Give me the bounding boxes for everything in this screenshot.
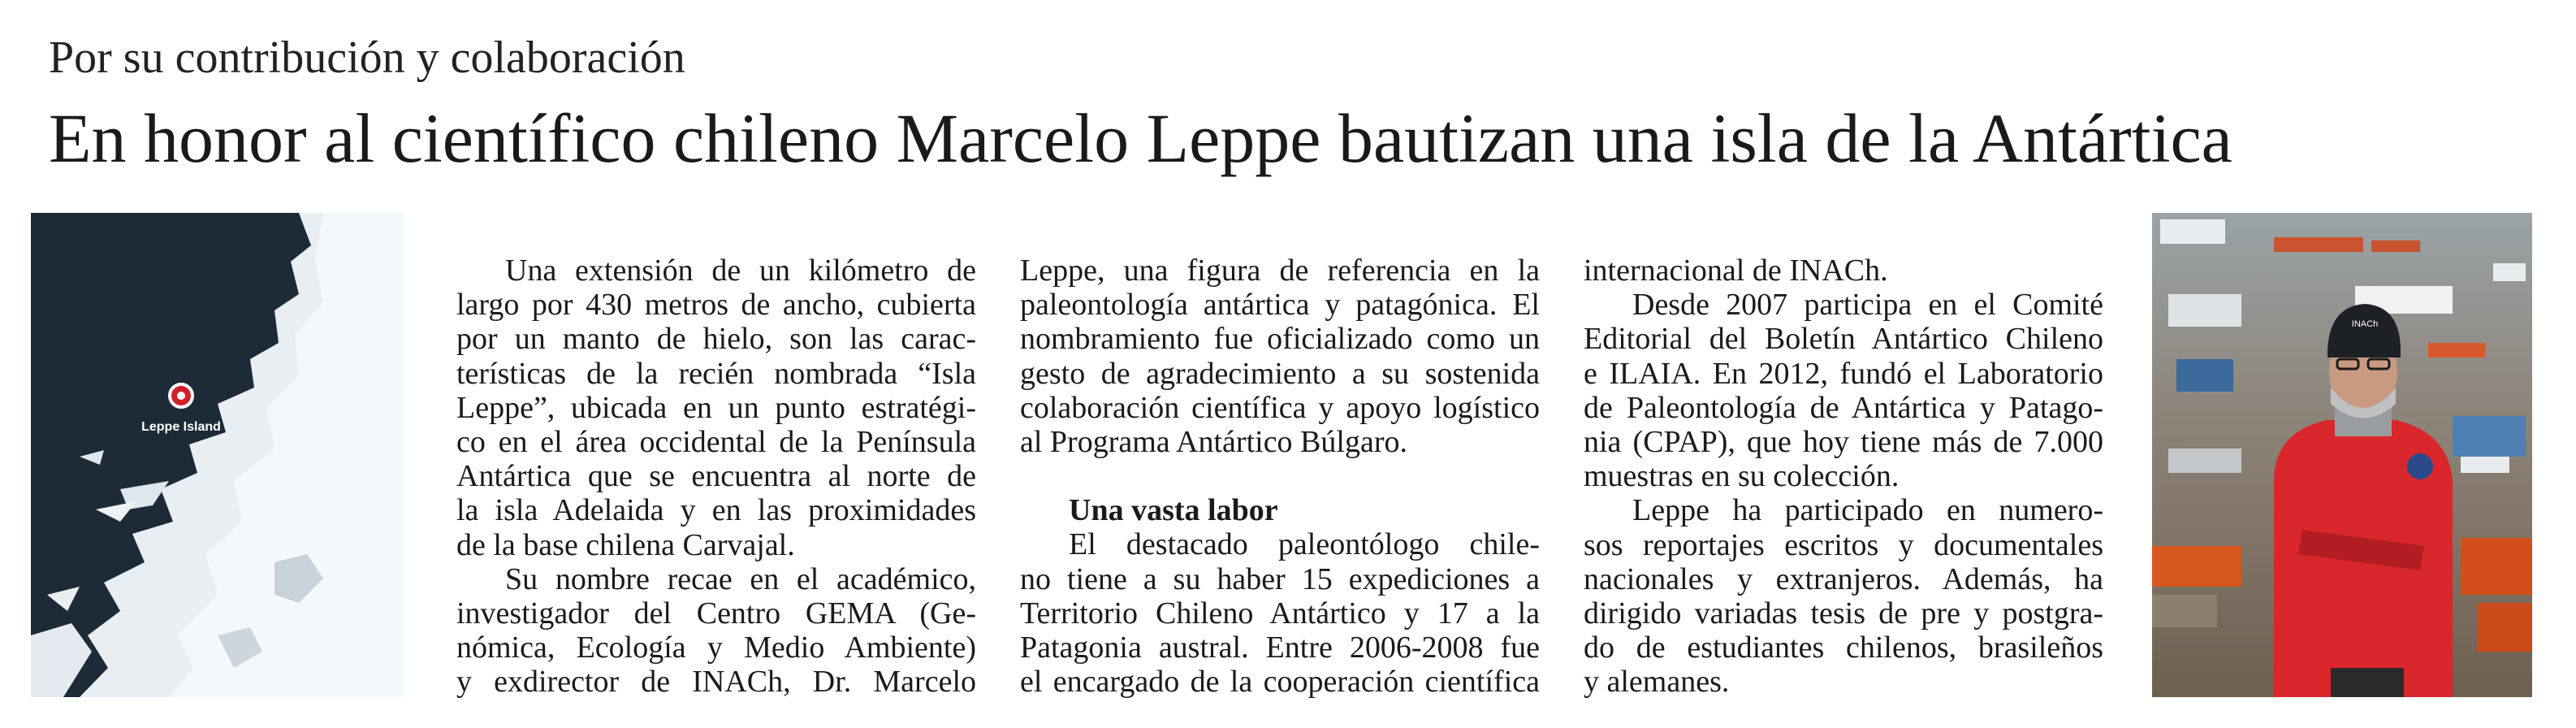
text-line: nómica, Ecología y Medio Ambiente) — [456, 630, 976, 665]
text-line: gesto de agradecimiento a su sostenida — [1020, 356, 1540, 391]
text-line: paleontología antártica y patagónica. El — [1020, 288, 1540, 323]
text-line: y alemanes. — [1584, 665, 1730, 700]
text-line: y exdirector de INACh, Dr. Marcelo — [456, 665, 976, 700]
text-line: Una extensión de un kilómetro de — [505, 254, 976, 288]
text-line: largo por 430 metros de ancho, cubierta — [456, 288, 976, 323]
text-line: nia (CPAP), que hoy tiene más de 7.000 — [1584, 425, 2103, 460]
cap-logo-text: INACh — [2351, 319, 2379, 329]
text-line: no tiene a su haber 15 expediciones a — [1020, 561, 1540, 596]
text-line: el encargado de la cooperación científica — [1020, 665, 1540, 700]
text-line: El destacado paleontólogo chile- — [1069, 527, 1540, 562]
text-line: terísticas de la recién nombrada “Isla — [456, 356, 976, 391]
text-line: co en el área occidental de la Península — [456, 425, 976, 460]
text-line: Patagonia austral. Entre 2006-2008 fue — [1020, 630, 1540, 665]
text-line: Desde 2007 participa en el Comité — [1632, 288, 2103, 323]
portrait-photo — [2152, 213, 2532, 697]
text-line: sos reportajes escritos y documentales — [1584, 527, 2103, 562]
text-line: la isla Adelaida y en las proximidades — [456, 493, 976, 528]
text-line: Leppe”, ubicada en un punto estratégi- — [456, 390, 976, 425]
text-line: Leppe ha participado en numero- — [1632, 493, 2103, 528]
text-line: al Programa Antártico Búlgaro. — [1020, 425, 1407, 460]
text-line: de la base chilena Carvajal. — [456, 527, 795, 562]
kicker: Por su contribución y colaboración — [49, 32, 685, 83]
article-column-1 — [456, 254, 976, 700]
text-line: Su nombre recae en el académico, — [505, 561, 976, 596]
article-column-2 — [1020, 254, 1540, 699]
text-line: nombramiento fue oficializado como un — [1020, 322, 1540, 357]
text-line: internacional de INACh. — [1584, 254, 1888, 288]
text-line: colaboración científica y apoyo logístico — [1020, 390, 1540, 425]
text-line: dirigido variadas tesis de pre y postgra- — [1584, 596, 2103, 631]
text-line: de Paleontología de Antártica y Patago- — [1584, 390, 2103, 425]
text-line: nacionales y extranjeros. Además, ha — [1584, 561, 2103, 596]
text-line: Antártica que se encuentra al norte de — [456, 459, 976, 494]
text-line: Territorio Chileno Antártico y 17 a la — [1020, 596, 1540, 630]
text-line: por un manto de hielo, son las carac- — [456, 322, 976, 357]
article-column-3 — [1584, 254, 2103, 700]
text-line: Leppe, una figura de referencia en la — [1020, 254, 1540, 288]
satellite-map-image — [31, 213, 404, 697]
text-line: muestras en su colección. — [1584, 459, 1900, 494]
map-label: Leppe Island — [141, 420, 221, 434]
text-line: do de estudiantes chilenos, brasileños — [1584, 630, 2103, 665]
text-line: Editorial del Boletín Antártico Chileno — [1584, 322, 2103, 357]
headline: En honor al científico chileno Marcelo Leppe bautizan una isla de la Antártica — [49, 99, 2232, 177]
subheading: Una vasta labor — [1069, 493, 1278, 528]
text-line: investigador del Centro GEMA (Ge- — [456, 596, 976, 631]
text-line: e ILAIA. En 2012, fundó el Laboratorio — [1584, 356, 2103, 391]
